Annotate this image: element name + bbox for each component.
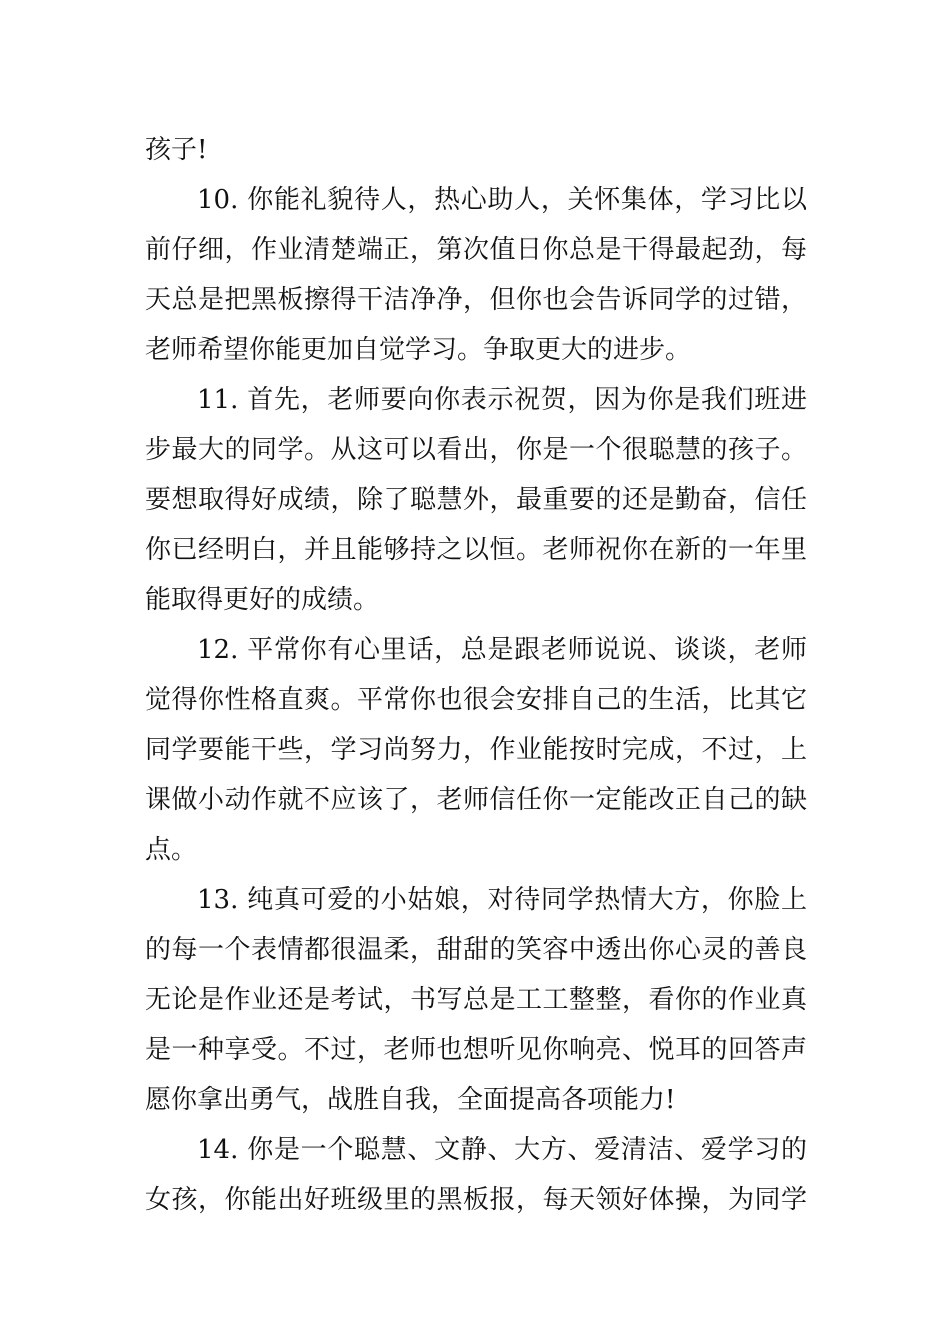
paragraph-12-line-5: 点。 (145, 835, 198, 865)
paragraph-13-line-1: 13. 纯真可爱的小姑娘，对待同学热情大方，你脸上 (197, 885, 807, 915)
paragraph-10-line-2: 前仔细，作业清楚端正，第次值日你总是干得最起劲，每 (145, 235, 807, 265)
paragraph-11-line-4: 你已经明白，并且能够持之以恒。老师祝你在新的一年里 (145, 535, 807, 565)
paragraph-13-line-3: 无论是作业还是考试，书写总是工工整整，看你的作业真 (145, 985, 807, 1015)
paragraph-12-line-1: 12. 平常你有心里话，总是跟老师说说、谈谈，老师 (197, 635, 807, 665)
paragraph-12-line-2: 觉得你性格直爽。平常你也很会安排自己的生活，比其它 (145, 685, 807, 715)
paragraph-12-line-3: 同学要能干些，学习尚努力，作业能按时完成，不过，上 (145, 735, 807, 765)
text-line-1: 孩子! (145, 135, 208, 165)
paragraph-13-line-5: 愿你拿出勇气，战胜自我，全面提高各项能力! (145, 1085, 676, 1115)
paragraph-14-line-2: 女孩，你能出好班级里的黑板报，每天领好体操，为同学 (145, 1185, 807, 1215)
paragraph-10-line-3: 天总是把黑板擦得干洁净净，但你也会告诉同学的过错， (145, 285, 807, 315)
paragraph-13-line-2: 的每一个表情都很温柔，甜甜的笑容中透出你心灵的善良 (145, 935, 807, 965)
paragraph-10-line-1: 10. 你能礼貌待人，热心助人，关怀集体，学习比以 (197, 185, 807, 215)
paragraph-12-line-4: 课做小动作就不应该了，老师信任你一定能改正自己的缺 (145, 785, 807, 815)
paragraph-14-line-1: 14. 你是一个聪慧、文静、大方、爱清洁、爱学习的 (197, 1135, 807, 1165)
paragraph-11-line-1: 11. 首先，老师要向你表示祝贺，因为你是我们班进 (197, 385, 807, 415)
paragraph-11-line-2: 步最大的同学。从这可以看出，你是一个很聪慧的孩子。 (145, 435, 807, 465)
paragraph-10-line-4: 老师希望你能更加自觉学习。争取更大的进步。 (145, 335, 692, 365)
paragraph-11-line-3: 要想取得好成绩，除了聪慧外，最重要的还是勤奋，信任 (145, 485, 807, 515)
paragraph-13-line-4: 是一种享受。不过，老师也想听见你响亮、悦耳的回答声 (145, 1035, 807, 1065)
paragraph-11-line-5: 能取得更好的成绩。 (145, 585, 380, 615)
